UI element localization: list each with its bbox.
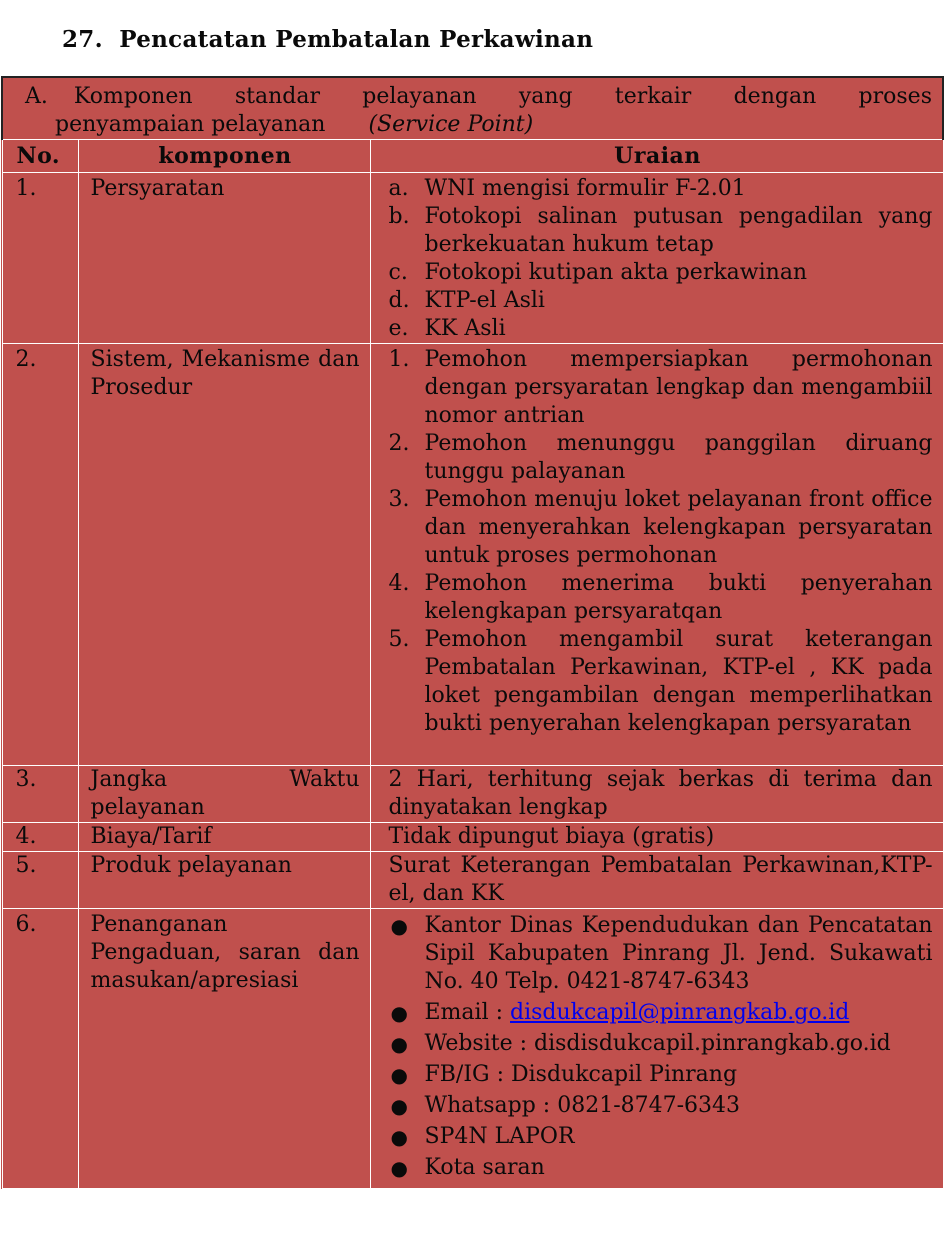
list-item: 3. Pemohon menuju loket pelayanan front office dan menyerahkan kelengkapan persyaratan untuk proses permohonan	[388, 487, 933, 568]
procedure-list	[389, 346, 933, 738]
bullet-icon: ●	[390, 1094, 408, 1118]
list-item: a. WNI mengisi formulir F-2.01	[388, 176, 746, 201]
service-standard-table	[1, 76, 944, 1189]
table-section-header	[2, 77, 943, 140]
list-item: 5. Pemohon mengambil surat keterangan Pembatalan Perkawinan, KTP-el , KK pada loket pengambilan dengan memperlihatkan bukti penyerahan kelengkapan persyaratan	[388, 627, 933, 736]
column-header-komponen: komponen	[78, 140, 370, 173]
row-description	[370, 909, 943, 1189]
section-title: Pencatatan Pembatalan Perkawinan	[119, 26, 594, 53]
bullet-icon: ●	[390, 914, 408, 938]
bullet-icon: ●	[390, 1032, 408, 1056]
row-component: Persyaratan	[78, 173, 370, 344]
page-title	[62, 26, 593, 53]
column-header-uraian: Uraian	[370, 140, 943, 173]
row-component: Jangka Waktu pelayanan	[78, 766, 370, 823]
bullet-icon: ●	[390, 1156, 408, 1180]
list-item: ● Whatsapp : 0821-8747-6343	[390, 1093, 741, 1118]
bullet-icon: ●	[390, 1125, 408, 1149]
list-item: e. KK Asli	[388, 316, 506, 341]
list-item: 1. Pemohon mempersiapkan permohonan dengan persyaratan lengkap dan mengambiil nomor antrian	[388, 347, 933, 428]
list-item: 4. Pemohon menerima bukti penyerahan kelengkapan persyaratqan	[388, 571, 933, 624]
table-row	[2, 344, 943, 766]
service-point-label: (Service Point)	[368, 112, 534, 137]
list-item: 2. Pemohon menunggu panggilan diruang tunggu palayanan	[388, 431, 933, 484]
row-component: Sistem, Mekanisme dan Prosedur	[78, 344, 370, 766]
list-item: b. Fotokopi salinan putusan pengadilan yang berkekuatan hukum tetap	[388, 204, 933, 257]
requirements-list	[389, 175, 933, 343]
row-component: Produk pelayanan	[78, 852, 370, 909]
row-number: 1.	[2, 173, 78, 344]
row-number: 2.	[2, 344, 78, 766]
list-item: ● FB/IG : Disdukcapil Pinrang	[390, 1062, 738, 1087]
table-row	[2, 909, 943, 1189]
row-description: Tidak dipungut biaya (gratis)	[370, 823, 943, 852]
row-number: 5.	[2, 852, 78, 909]
email-link[interactable]: disdukcapil@pinrangkab.go.id	[510, 1000, 850, 1025]
complaint-channels-list	[389, 912, 933, 1182]
row-description: Surat Keterangan Pembatalan Perkawinan,KTP-el, dan KK	[370, 852, 943, 909]
column-header-no: No.	[2, 140, 78, 173]
table-row	[2, 852, 943, 909]
section-header-line2: penyampaian pelayanan	[55, 112, 326, 137]
section-number: 27.	[62, 26, 103, 53]
row-component: Biaya/Tarif	[78, 823, 370, 852]
section-header-line1: Komponen standar pelayanan yang terkair dengan proses	[73, 84, 932, 109]
section-label: A.	[25, 84, 48, 109]
list-item: ● Email : disdukcapil@pinrangkab.go.id	[390, 1000, 850, 1025]
list-item: c. Fotokopi kutipan akta perkawinan	[388, 260, 808, 285]
row-number: 6.	[2, 909, 78, 1189]
bullet-icon: ●	[390, 1063, 408, 1087]
list-item: ● SP4N LAPOR	[390, 1124, 575, 1149]
list-item: ● Website : disdisdukcapil.pinrangkab.go.id	[390, 1031, 891, 1056]
table-row	[2, 173, 943, 344]
row-component: Penanganan Pengaduan, saran dan masukan/apresiasi	[78, 909, 370, 1189]
list-item: ● Kota saran	[390, 1155, 545, 1180]
row-number: 4.	[2, 823, 78, 852]
column-header-row	[2, 140, 943, 173]
row-description	[370, 344, 943, 766]
row-number: 3.	[2, 766, 78, 823]
row-description	[370, 173, 943, 344]
table-row	[2, 766, 943, 823]
bullet-icon: ●	[390, 1001, 408, 1025]
row-description: 2 Hari, terhitung sejak berkas di terima dan dinyatakan lengkap	[370, 766, 943, 823]
table-row	[2, 823, 943, 852]
list-item: ● Kantor Dinas Kependudukan dan Pencatatan Sipil Kabupaten Pinrang Jl. Jend. Sukawati No. 40 Telp. 0421-8747-6343	[390, 913, 933, 994]
list-item: d. KTP-el Asli	[388, 288, 545, 313]
